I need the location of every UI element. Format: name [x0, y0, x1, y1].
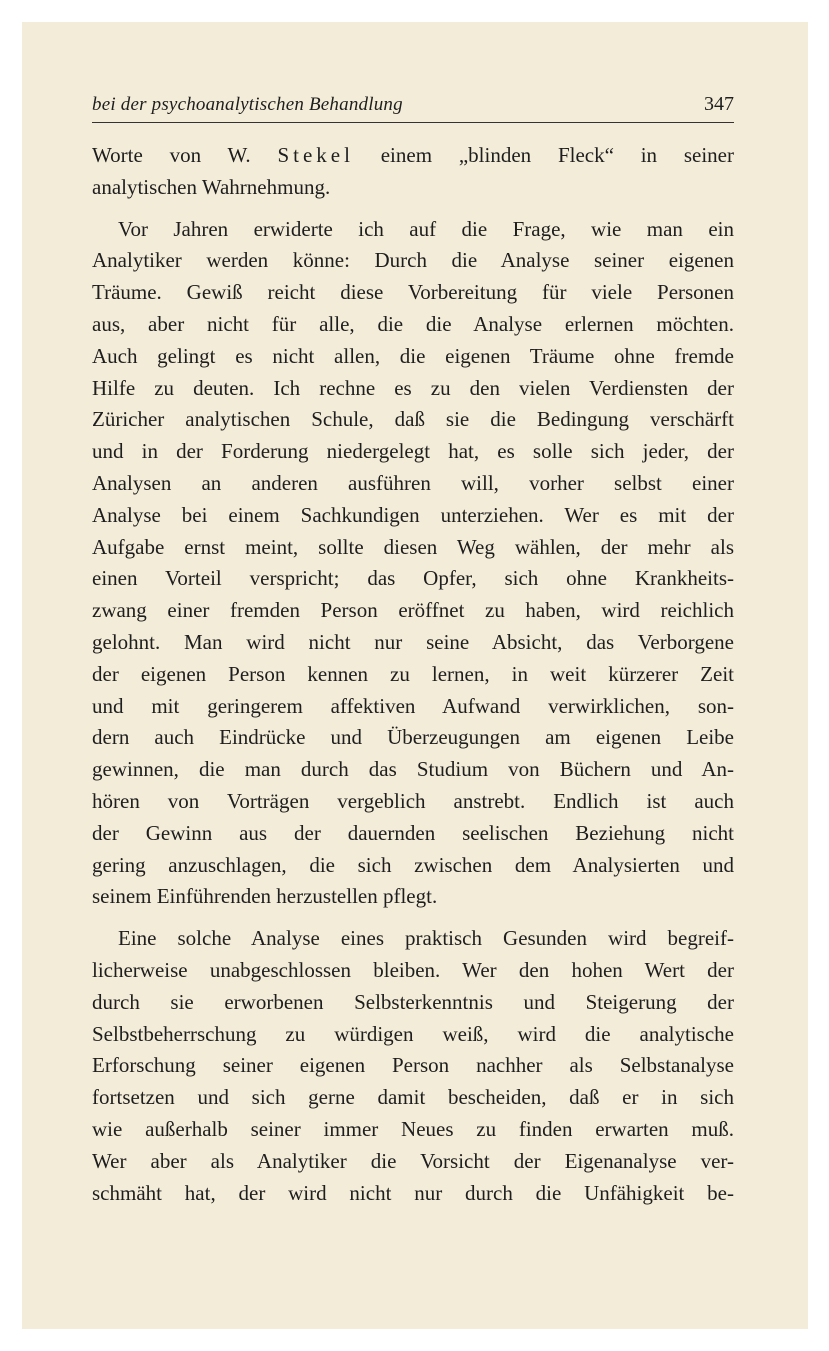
text-line: durch sie erworbenen Selbsterkenntnis und Steigerung der — [92, 989, 734, 1014]
author-name-spaced: Stekel — [277, 143, 354, 167]
text-line: und mit geringerem affektiven Aufwand verwirklichen, son- — [92, 693, 734, 718]
text-line: Vor Jahren erwiderte ich auf die Frage, wie man ein — [118, 216, 734, 241]
page-number: 347 — [704, 93, 734, 115]
text-line: Worte von W. Stekel einem „blinden Fleck“ in seiner — [92, 143, 734, 167]
text-line: Analyse bei einem Sachkundigen unterziehen. Wer es mit der — [92, 502, 734, 527]
text-line: Wer aber als Analytiker die Vorsicht der Eigenanalyse ver- — [92, 1148, 734, 1173]
text-line: fortsetzen und sich gerne damit bescheiden, daß er in sich — [92, 1085, 734, 1110]
text-line: Aufgabe ernst meint, sollte diesen Weg wählen, der mehr als — [92, 534, 734, 559]
body-text — [92, 140, 734, 1209]
paragraph — [92, 214, 734, 914]
text-line: Hilfe zu deuten. Ich rechne es zu den vielen Verdiensten der — [92, 375, 734, 400]
text-line: seinem Einführenden herzustellen pflegt. — [92, 884, 438, 909]
book-page — [22, 22, 808, 1329]
text-line: analytischen Wahrnehmung. — [92, 174, 331, 199]
text-line: wie außerhalb seiner immer Neues zu finden erwarten muß. — [92, 1116, 734, 1141]
text-line: gelohnt. Man wird nicht nur seine Absicht, das Verborgene — [92, 629, 734, 654]
text-line: einen Vorteil verspricht; das Opfer, sich ohne Krankheits- — [92, 566, 734, 591]
text-line: Eine solche Analyse eines praktisch Gesunden wird begreif- — [118, 926, 734, 951]
text-line: licherweise unabgeschlossen bleiben. Wer den hohen Wert der — [92, 957, 734, 982]
text-line: Analysen an anderen ausführen will, vorher selbst einer — [92, 470, 734, 495]
text-line: gewinnen, die man durch das Studium von Büchern und An- — [92, 757, 734, 782]
text-line: hören von Vorträgen vergeblich anstrebt. Endlich ist auch — [92, 788, 734, 813]
running-title: bei der psychoanalytischen Behandlung — [92, 94, 403, 115]
text-line: Träume. Gewiß reicht diese Vorbereitung für viele Personen — [92, 280, 734, 305]
text-line: gering anzuschlagen, die sich zwischen dem Analysierten und — [92, 852, 734, 877]
text-line: aus, aber nicht für alle, die die Analyse erlernen möchten. — [92, 311, 734, 336]
text-line: und in der Forderung niedergelegt hat, es solle sich jeder, der — [92, 439, 734, 464]
running-header — [92, 90, 734, 123]
paragraph — [92, 923, 734, 1209]
text-line: Auch gelingt es nicht allen, die eigenen Träume ohne fremde — [92, 343, 734, 368]
text-line: dern auch Eindrücke und Überzeugungen am eigenen Leibe — [92, 725, 734, 750]
text-line: zwang einer fremden Person eröffnet zu haben, wird reichlich — [92, 598, 734, 623]
text-line: Analytiker werden könne: Durch die Analyse seiner eigenen — [92, 248, 734, 273]
text-line: Selbstbeherrschung zu würdigen weiß, wird die analytische — [92, 1021, 734, 1046]
text-line: der Gewinn aus der dauernden seelischen Beziehung nicht — [92, 820, 734, 845]
paragraph — [92, 140, 734, 204]
text-line: Züricher analytischen Schule, daß sie die Bedingung verschärft — [92, 407, 734, 432]
text-line: schmäht hat, der wird nicht nur durch die Unfähigkeit be- — [92, 1180, 734, 1205]
text-line: der eigenen Person kennen zu lernen, in weit kürzerer Zeit — [92, 661, 734, 686]
text-line: Erforschung seiner eigenen Person nachher als Selbstanalyse — [92, 1053, 734, 1078]
